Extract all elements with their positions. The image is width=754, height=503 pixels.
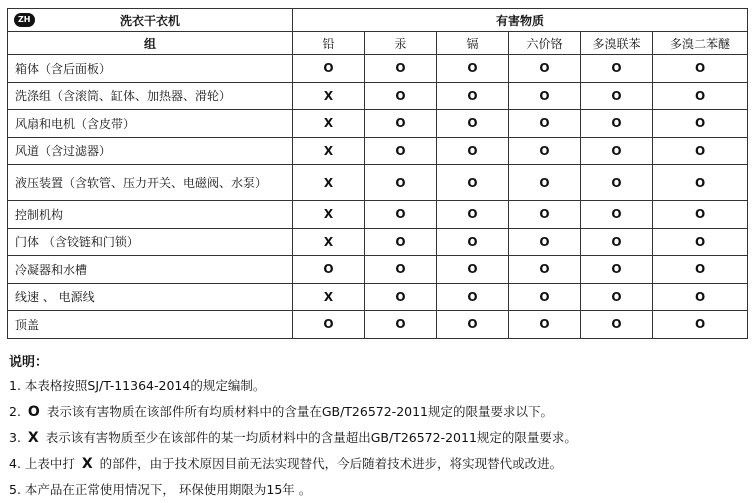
note-line: [9, 425, 749, 451]
mark-cell: O: [365, 283, 437, 311]
mark-cell: O: [581, 137, 653, 165]
mark-cell: O: [653, 201, 748, 229]
mark-cell: O: [437, 228, 509, 256]
mark-cell: X: [293, 82, 365, 110]
mark-cell: O: [437, 55, 509, 83]
mark-cell: O: [293, 256, 365, 284]
note-text: 3.: [9, 430, 21, 445]
mark-cell: O: [509, 137, 581, 165]
substance-header-chromium: 六价铬: [509, 32, 581, 55]
table-row: [8, 256, 748, 284]
mark-cell: X: [293, 201, 365, 229]
note-text: 4. 上表中打: [9, 456, 75, 471]
table-row: [8, 165, 748, 201]
mark-cell: X: [293, 283, 365, 311]
product-title: 洗衣干衣机: [119, 13, 180, 28]
mark-cell: O: [437, 82, 509, 110]
mark-cell: O: [509, 165, 581, 201]
mark-cell: O: [437, 311, 509, 339]
note-text: 表示该有害物质在该部件所有均质材料中的含量在GB/T26572-2011规定的限量要求以下。: [46, 404, 554, 419]
substance-header-mercury: 汞: [365, 32, 437, 55]
note-text: 表示该有害物质至少在该部件的某一均质材料中的含量超出GB/T26572-2011规定的限量要求。: [45, 430, 577, 445]
mark-cell: O: [293, 55, 365, 83]
table-row: [8, 283, 748, 311]
substance-header-pbb: 多溴联苯: [581, 32, 653, 55]
table-row: [8, 201, 748, 229]
mark-cell: O: [437, 110, 509, 138]
product-title-cell: [8, 9, 293, 32]
mark-cell: X: [293, 228, 365, 256]
table-row: [8, 110, 748, 138]
circle-symbol: O: [27, 404, 40, 420]
mark-cell: O: [365, 82, 437, 110]
mark-cell: O: [509, 311, 581, 339]
component-name: 线速 、 电源线: [8, 283, 293, 311]
mark-cell: O: [437, 256, 509, 284]
note-line: [9, 451, 749, 477]
mark-cell: O: [653, 165, 748, 201]
mark-cell: O: [509, 55, 581, 83]
mark-cell: O: [509, 228, 581, 256]
note-text: 的部件，由于技术原因目前无法实现替代，今后随着技术进步，将实现替代或改进。: [99, 456, 563, 471]
component-name: 门体 （含铰链和门锁）: [8, 228, 293, 256]
mark-cell: O: [653, 283, 748, 311]
substance-header-lead: 铅: [293, 32, 365, 55]
mark-cell: O: [365, 256, 437, 284]
mark-cell: O: [293, 311, 365, 339]
notes-title: 说明：: [9, 355, 49, 370]
x-symbol: X: [27, 430, 39, 446]
mark-cell: O: [437, 137, 509, 165]
component-name: 洗涤组（含滚筒、缸体、加热器、滑轮）: [8, 82, 293, 110]
note-line: [9, 399, 749, 425]
component-name: 液压装置（含软管、压力开关、电磁阀、水泵）: [8, 165, 293, 201]
mark-cell: O: [581, 165, 653, 201]
mark-cell: O: [653, 137, 748, 165]
mark-cell: O: [581, 55, 653, 83]
notes-section: [9, 353, 749, 503]
mark-cell: O: [365, 311, 437, 339]
mark-cell: O: [365, 110, 437, 138]
mark-cell: X: [293, 165, 365, 201]
component-name: 控制机构: [8, 201, 293, 229]
mark-cell: O: [509, 201, 581, 229]
component-name: 风扇和电机（含皮带）: [8, 110, 293, 138]
note-text: 2.: [9, 404, 21, 419]
mark-cell: O: [653, 82, 748, 110]
mark-cell: O: [437, 165, 509, 201]
mark-cell: O: [581, 110, 653, 138]
mark-cell: O: [509, 82, 581, 110]
x-symbol: X: [81, 456, 93, 472]
group-header: 组: [8, 32, 293, 55]
mark-cell: O: [653, 228, 748, 256]
mark-cell: O: [365, 55, 437, 83]
table-row: [8, 311, 748, 339]
mark-cell: O: [509, 256, 581, 284]
component-name: 顶盖: [8, 311, 293, 339]
note-line: 1. 本表格按照SJ/T-11364-2014的规定编制。: [9, 378, 266, 393]
mark-cell: O: [365, 137, 437, 165]
table-row: [8, 82, 748, 110]
note-line: 5. 本产品在正常使用情况下， 环保使用期限为15年 。: [9, 482, 312, 497]
mark-cell: O: [653, 256, 748, 284]
substance-header-cadmium: 镉: [437, 32, 509, 55]
mark-cell: O: [509, 283, 581, 311]
table-row: [8, 137, 748, 165]
mark-cell: O: [653, 110, 748, 138]
mark-cell: O: [653, 55, 748, 83]
mark-cell: O: [365, 201, 437, 229]
mark-cell: O: [437, 201, 509, 229]
mark-cell: O: [581, 283, 653, 311]
mark-cell: O: [581, 228, 653, 256]
hazardous-substance-table: [7, 8, 748, 339]
mark-cell: O: [653, 311, 748, 339]
hazard-title: 有害物质: [293, 9, 748, 32]
component-name: 冷凝器和水槽: [8, 256, 293, 284]
mark-cell: O: [581, 256, 653, 284]
component-name: 风道（含过滤器）: [8, 137, 293, 165]
mark-cell: O: [437, 283, 509, 311]
mark-cell: X: [293, 110, 365, 138]
table-row: [8, 55, 748, 83]
language-badge: ZH: [14, 13, 35, 27]
mark-cell: O: [365, 228, 437, 256]
mark-cell: O: [581, 82, 653, 110]
component-name: 箱体（含后面板）: [8, 55, 293, 83]
mark-cell: O: [581, 201, 653, 229]
mark-cell: X: [293, 137, 365, 165]
substance-header-pbde: 多溴二苯醚: [653, 32, 748, 55]
mark-cell: O: [581, 311, 653, 339]
mark-cell: O: [509, 110, 581, 138]
table-row: [8, 228, 748, 256]
mark-cell: O: [365, 165, 437, 201]
